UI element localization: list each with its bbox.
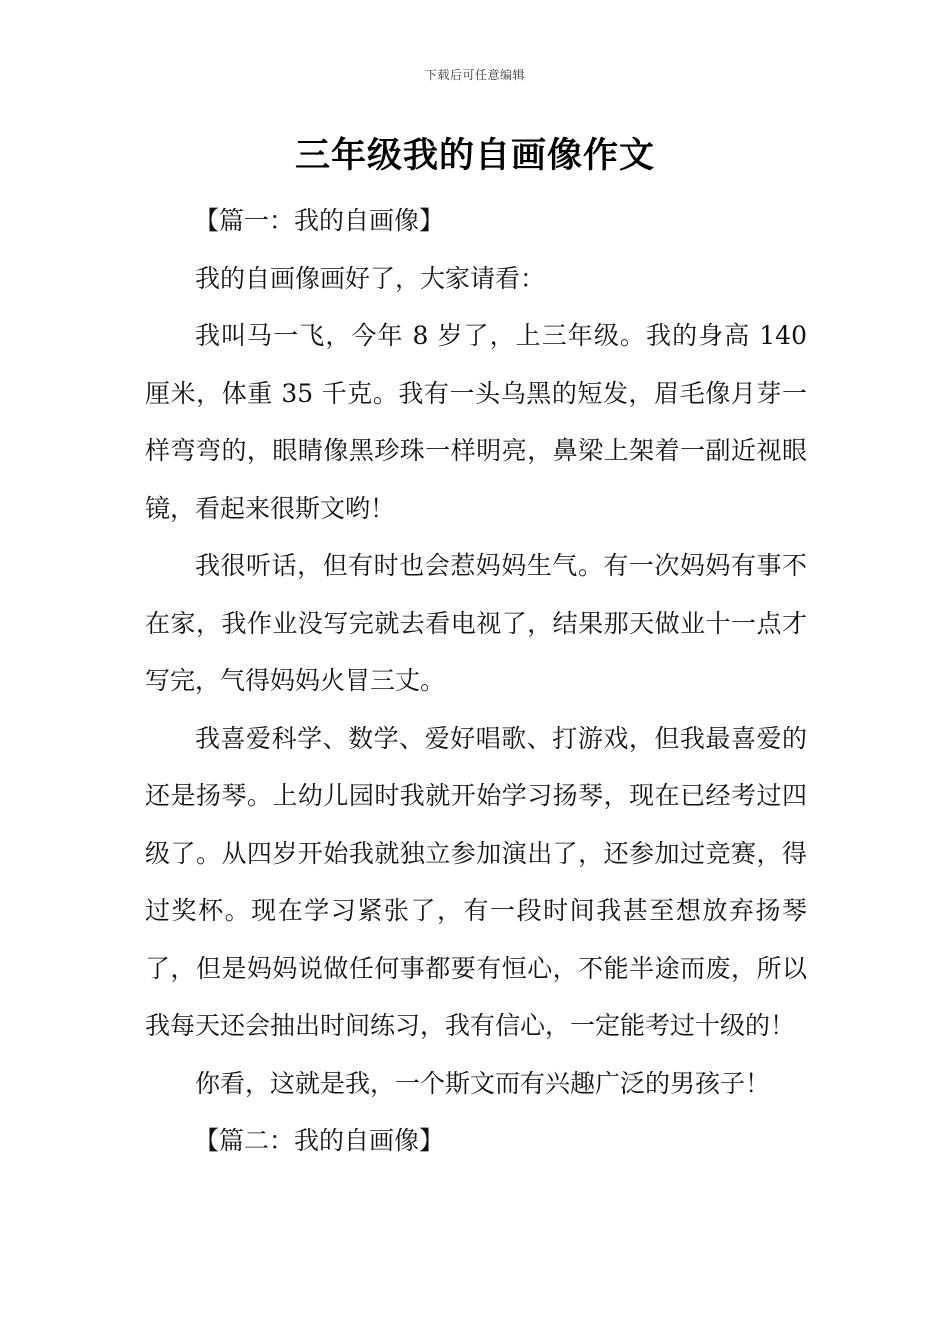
- document-body: [145, 192, 807, 1170]
- header-note: 下载后可任意编辑: [424, 68, 525, 82]
- paragraph: 我很听话，但有时也会惹妈妈生气。有一次妈妈有事不在家，我作业没写完就去看电视了，结果那天做业十一点才写完，气得妈妈火冒三丈。: [145, 551, 807, 695]
- paragraph: 我喜爱科学、数学、爱好唱歌、打游戏，但我最喜爱的还是扬琴。上幼儿园时我就开始学习扬琴，现在已经考过四级了。从四岁开始我就独立参加演出了，还参加过竞赛，得过奖杯。现在学习紧张了，有一段时间我甚至想放弃扬琴了，但是妈妈说做任何事都要有恒心，不能半途而废，所以我每天还会抽出时间练习，我有信心，一定能考过十级的！: [145, 723, 807, 1040]
- document-title: 三年级我的自画像作文: [294, 136, 655, 176]
- paragraph: 你看，这就是我，一个斯文而有兴趣广泛的男孩子！: [195, 1068, 771, 1098]
- paragraph: 我叫马一飞，今年 8 岁了，上三年级。我的身高 140 厘米，体重 35 千克。我有一头乌黑的短发，眉毛像月芽一样弯弯的，眼睛像黑珍珠一样明亮，鼻梁上架着一副近视眼镜，看起来很斯文哟！: [145, 321, 807, 523]
- section-heading-1: 【篇一：我的自画像】: [194, 206, 445, 235]
- paragraph: 我的自画像画好了，大家请看：: [195, 263, 546, 293]
- section-heading-2: 【篇二：我的自画像】: [194, 1126, 445, 1155]
